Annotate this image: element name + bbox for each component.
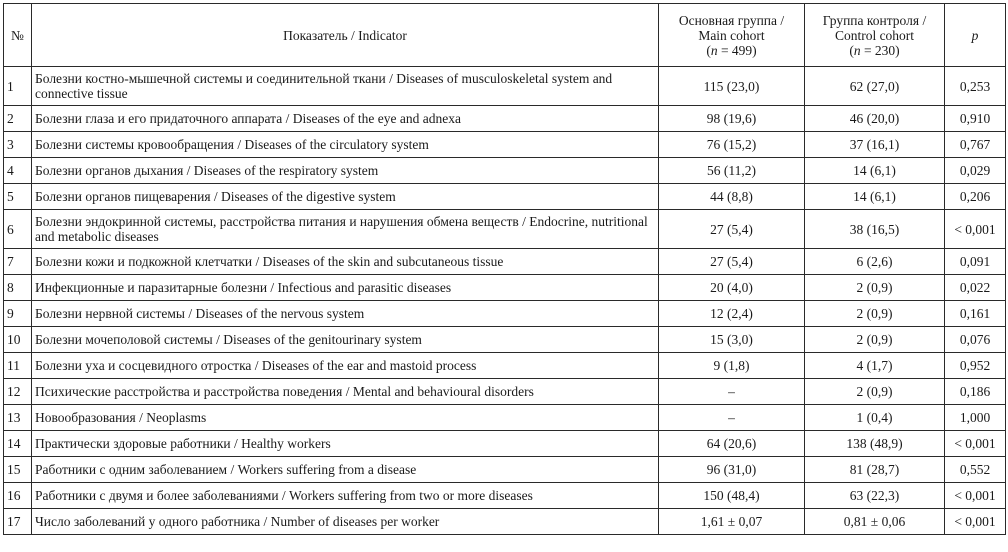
row-control-value: 2 (0,9) [805,275,945,301]
row-main-value: 27 (5,4) [659,210,805,249]
table-row [4,67,1006,106]
row-control-value: 1 (0,4) [805,405,945,431]
row-main-value: 115 (23,0) [659,67,805,106]
table-row [4,158,1006,184]
row-indicator: Работники с одним заболеванием / Workers suffering from a disease [32,457,659,483]
row-indicator: Число заболеваний у одного работника / Number of diseases per worker [32,509,659,535]
row-main-value: 56 (11,2) [659,158,805,184]
header-control-n-prefix: ( [849,42,854,58]
row-main-value: 20 (4,0) [659,275,805,301]
row-number: 14 [4,431,32,457]
row-p-value: 0,029 [945,158,1006,184]
table-row [4,327,1006,353]
row-main-value: 64 (20,6) [659,431,805,457]
row-number: 6 [4,210,32,249]
row-main-value: 96 (31,0) [659,457,805,483]
row-indicator: Болезни системы кровообращения / Diseases of the circulatory system [32,132,659,158]
row-main-value: 15 (3,0) [659,327,805,353]
row-main-value: 1,61 ± 0,07 [659,509,805,535]
row-indicator: Болезни нервной системы / Diseases of the nervous system [32,301,659,327]
row-p-value: < 0,001 [945,210,1006,249]
row-p-value: 0,910 [945,106,1006,132]
table-row [4,431,1006,457]
row-number: 1 [4,67,32,106]
row-number: 15 [4,457,32,483]
table-row [4,249,1006,275]
row-control-value: 38 (16,5) [805,210,945,249]
table-row [4,106,1006,132]
header-main-cohort [659,4,805,67]
row-p-value: 0,767 [945,132,1006,158]
row-indicator: Практически здоровые работники / Healthy workers [32,431,659,457]
data-table [3,3,1006,535]
row-number: 10 [4,327,32,353]
row-indicator: Болезни эндокринной системы, расстройства питания и нарушения обмена веществ / Endocrine, nutritional and metabolic diseases [32,210,659,249]
header-p-value: p [945,4,1006,67]
row-number: 16 [4,483,32,509]
row-p-value: 0,161 [945,301,1006,327]
header-control-line1: Группа контроля / [822,12,927,28]
row-control-value: 37 (16,1) [805,132,945,158]
row-indicator: Новообразования / Neoplasms [32,405,659,431]
table-body [4,67,1006,535]
table-row [4,301,1006,327]
row-p-value: 0,552 [945,457,1006,483]
row-number: 2 [4,106,32,132]
row-p-value: 0,091 [945,249,1006,275]
row-indicator: Инфекционные и паразитарные болезни / Infectious and parasitic diseases [32,275,659,301]
row-number: 13 [4,405,32,431]
row-main-value: 98 (19,6) [659,106,805,132]
header-main-line2: Main cohort [698,27,765,43]
header-main-n-prefix: ( [706,42,711,58]
row-main-value: 150 (48,4) [659,483,805,509]
row-indicator: Работники с двумя и более заболеваниями / Workers suffering from two or more diseases [32,483,659,509]
row-control-value: 4 (1,7) [805,353,945,379]
row-number: 11 [4,353,32,379]
table-row [4,483,1006,509]
row-indicator: Болезни костно-мышечной системы и соединительной ткани / Diseases of musculoskeletal system and connective tissue [32,67,659,106]
row-main-value: 44 (8,8) [659,184,805,210]
row-number: 17 [4,509,32,535]
row-number: 9 [4,301,32,327]
row-control-value: 0,81 ± 0,06 [805,509,945,535]
header-indicator: Показатель / Indicator [32,4,659,67]
table-row [4,457,1006,483]
header-main-line1: Основная группа / [678,12,785,28]
row-indicator: Болезни мочеполовой системы / Diseases of the genitourinary system [32,327,659,353]
row-number: 12 [4,379,32,405]
table-row [4,379,1006,405]
row-control-value: 138 (48,9) [805,431,945,457]
row-p-value: 0,253 [945,67,1006,106]
row-control-value: 63 (22,3) [805,483,945,509]
row-p-value: 0,022 [945,275,1006,301]
header-control-line2: Control cohort [834,27,915,43]
row-p-value: < 0,001 [945,431,1006,457]
row-p-value: < 0,001 [945,509,1006,535]
row-main-value: 27 (5,4) [659,249,805,275]
row-control-value: 2 (0,9) [805,301,945,327]
table-row [4,405,1006,431]
row-indicator: Болезни органов пищеварения / Diseases of the digestive system [32,184,659,210]
row-number: 7 [4,249,32,275]
header-number: № [4,4,32,67]
row-control-value: 81 (28,7) [805,457,945,483]
row-control-value: 14 (6,1) [805,158,945,184]
table-header [4,4,1006,67]
row-indicator: Болезни уха и сосцевидного отростка / Diseases of the ear and mastoid process [32,353,659,379]
table-row [4,210,1006,249]
row-control-value: 2 (0,9) [805,379,945,405]
row-main-value: – [659,379,805,405]
row-p-value: 0,206 [945,184,1006,210]
row-control-value: 6 (2,6) [805,249,945,275]
table-row [4,184,1006,210]
row-control-value: 62 (27,0) [805,67,945,106]
row-number: 4 [4,158,32,184]
row-indicator: Психические расстройства и расстройства поведения / Mental and behavioural disorders [32,379,659,405]
header-control-n-value: = 230) [860,42,900,58]
row-p-value: 0,952 [945,353,1006,379]
row-control-value: 2 (0,9) [805,327,945,353]
row-main-value: 9 (1,8) [659,353,805,379]
table-row [4,353,1006,379]
row-control-value: 14 (6,1) [805,184,945,210]
row-main-value: 12 (2,4) [659,301,805,327]
row-indicator: Болезни органов дыхания / Diseases of the respiratory system [32,158,659,184]
row-number: 3 [4,132,32,158]
table-row [4,509,1006,535]
row-number: 8 [4,275,32,301]
header-control-n-var: n [853,42,861,58]
header-row [4,4,1006,67]
row-indicator: Болезни глаза и его придаточного аппарата / Diseases of the eye and adnexa [32,106,659,132]
row-main-value: 76 (15,2) [659,132,805,158]
row-number: 5 [4,184,32,210]
row-p-value: 1,000 [945,405,1006,431]
table-row [4,275,1006,301]
header-main-n-var: n [710,42,718,58]
row-indicator: Болезни кожи и подкожной клетчатки / Diseases of the skin and subcutaneous tissue [32,249,659,275]
row-main-value: – [659,405,805,431]
table-row [4,132,1006,158]
header-control-cohort [805,4,945,67]
row-p-value: 0,076 [945,327,1006,353]
header-main-n-value: = 499) [717,42,757,58]
row-p-value: 0,186 [945,379,1006,405]
row-p-value: < 0,001 [945,483,1006,509]
row-control-value: 46 (20,0) [805,106,945,132]
